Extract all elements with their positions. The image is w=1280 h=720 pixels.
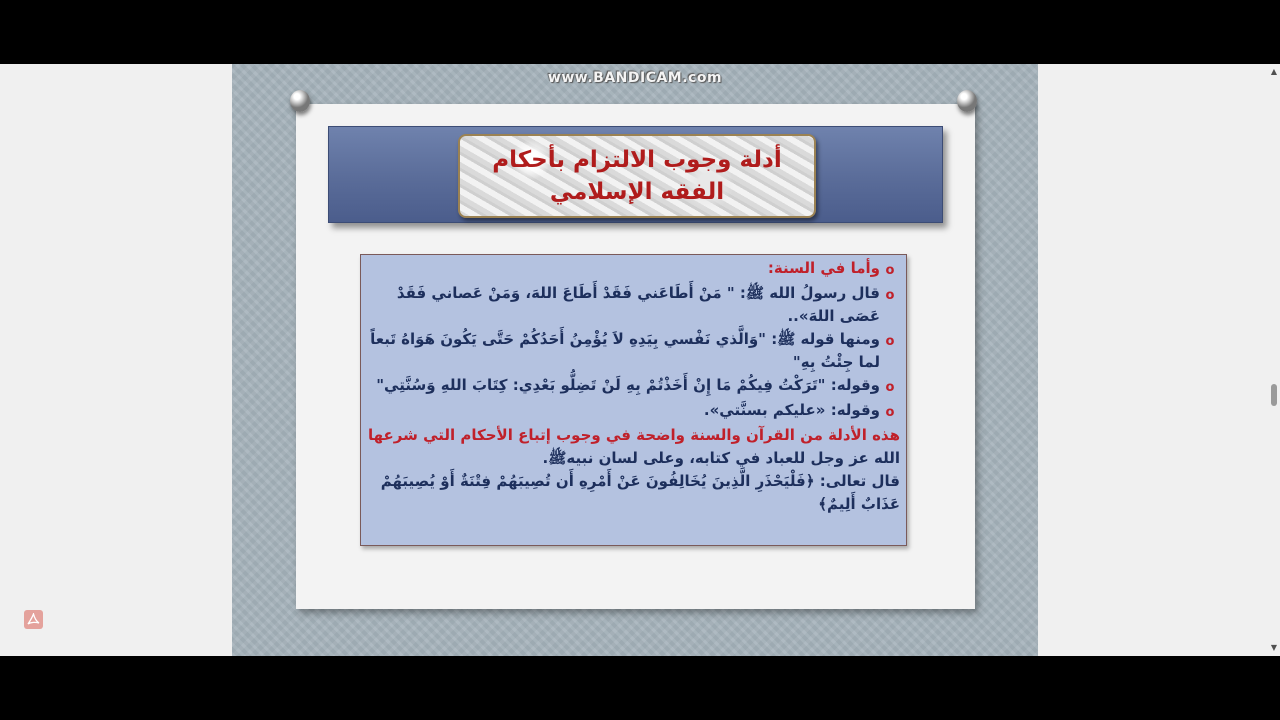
summary-red-text: هذه الأدلة من القرآن والسنة واضحة في وجوب إتباع الأحكام التي شرعها: [368, 426, 900, 444]
bullet-text: ومنها قوله ﷺ: "وَالَّذي نَفْسي بِيَدِهِ لاَ يُؤْمِنُ أَحَدُكُمْ حَتَّى يَكُونَ هَوَاهُ تَبعاً لما جِئْتُ بِهِ": [370, 330, 880, 371]
bullet-icon: ο: [885, 405, 895, 420]
bullet-text: وأما في السنة:: [767, 259, 880, 277]
bullet-item-hadith-4: [367, 399, 900, 424]
bullet-icon: ο: [885, 334, 895, 349]
slide-title-line-2: الفقه الإسلامي: [549, 179, 725, 205]
bullet-icon: ο: [885, 380, 895, 395]
bullet-icon: ο: [885, 288, 895, 303]
content-box: [360, 254, 907, 546]
title-box: [458, 134, 816, 218]
scroll-up-icon[interactable]: ▲: [1270, 67, 1278, 76]
pushpin-icon: [290, 90, 310, 112]
bullet-item-sunnah-heading: [367, 257, 900, 282]
slide-page: [232, 64, 1038, 656]
bullet-text: وقوله: "تَرَكْتُ فِيكُمْ مَا إِنْ أَخَذْتُمْ بِهِ لَنْ تَضِلُّو بَعْدِي: كِتَابَ اللهِ وَسُنَّتِي": [376, 376, 880, 394]
scroll-down-icon[interactable]: ▼: [1270, 643, 1278, 652]
quran-verse: قال تعالى: ﴿فَلْيَحْذَرِ الَّذِينَ يُخَالِفُونَ عَنْ أَمْرِهِ أَن تُصِيبَهُمْ فِتْنَةٌ أَوْ يُصِيبَهُمْ عَذَابٌ أَلِيمٌ﴾: [380, 472, 900, 513]
pdf-icon[interactable]: [24, 610, 43, 629]
document-viewer: [0, 64, 1280, 656]
slide-title-line-1: أدلة وجوب الالتزام بأحكام: [492, 147, 782, 173]
pushpin-icon: [957, 90, 977, 112]
content-text: [367, 257, 900, 516]
summary-paragraph: [367, 424, 900, 470]
bullet-item-hadith-2: [367, 328, 900, 374]
bullet-item-hadith-1: [367, 282, 900, 328]
title-banner: [328, 126, 943, 223]
bullet-item-hadith-3: [367, 374, 900, 399]
scrollbar-thumb[interactable]: [1271, 384, 1277, 406]
vertical-scrollbar[interactable]: [1268, 64, 1280, 656]
bandicam-watermark: www.BANDICAM.com: [547, 70, 723, 86]
bullet-text: وقوله: «عليكم بسنَّتي».: [703, 401, 880, 419]
slide-paper: [296, 104, 975, 609]
summary-text: الله عز وجل للعباد في كتابه، وعلى لسان نبيهﷺ.: [542, 449, 900, 467]
bullet-text: قال رسولُ الله ﷺ: " مَنْ أَطَاعَني فَقَدْ أَطَاعَ اللهَ، وَمَنْ عَصاني فَقَدْ عَصَى اللهَ»..: [396, 284, 880, 325]
bullet-icon: ο: [885, 263, 895, 278]
